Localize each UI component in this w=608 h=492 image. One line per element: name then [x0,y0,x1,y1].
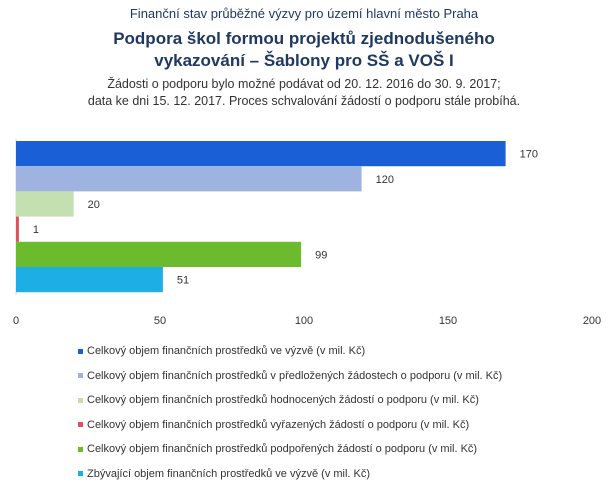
data-label-3: 20 [87,199,100,211]
bar-1 [16,141,506,166]
legend-item-1 [78,339,598,364]
legend-label-6: Zbývající objem finančních prostředků ve výzvě (v mil. Kč) [87,467,371,480]
legend-swatch-6 [78,471,83,476]
bar-6 [16,267,163,292]
chart-subtitle-line-1: Žádosti o podporu bylo možné podávat od 20. 12. 2016 do 30. 9. 2017; [107,77,501,91]
x-tick-label-100: 100 [294,315,314,327]
chart-subtitle-line-2: data ke dni 15. 12. 2017. Proces schvalování žádostí o podporu stále probíhá. [87,94,521,108]
data-label-1: 170 [519,148,538,161]
bar-2 [16,166,362,191]
bar-5 [16,242,301,267]
chart-legend [78,339,598,486]
data-label-5: 99 [315,249,328,262]
x-tick-label-150: 150 [438,315,458,327]
x-tick-label-200: 200 [582,315,602,327]
legend-item-2 [78,364,598,389]
data-label-4: 1 [32,224,40,237]
chart-title-line-2: vykazování – Šablony pro SŠ a VOŠ I [154,51,454,70]
legend-swatch-1 [78,349,83,354]
legend-item-6 [78,462,598,487]
legend-item-5 [78,437,598,462]
bar-3 [16,191,74,216]
legend-swatch-2 [78,373,83,378]
chart-title-line-1: Podpora škol formou projektů zjednodušeného [113,29,495,48]
x-tick-label-50: 50 [153,315,167,327]
legend-label-3: Celkový objem finančních prostředků hodnocených žádostí o podporu (v mil. Kč) [87,394,479,407]
legend-swatch-4 [78,422,83,427]
bar-4 [16,217,19,242]
data-label-6: 51 [176,274,190,287]
legend-label-4: Celkový objem finančních prostředků vyřazených žádostí o podporu (v mil. Kč) [87,418,470,431]
x-tick-label-0: 0 [12,315,20,327]
legend-swatch-5 [78,447,83,452]
data-label-2: 120 [375,173,394,186]
legend-label-1: Celkový objem finančních prostředků ve výzvě (v mil. Kč) [87,345,366,358]
legend-label-5: Celkový objem finančních prostředků podpořených žádostí o podporu (v mil. Kč) [87,443,478,456]
legend-label-2: Celkový objem finančních prostředků v předložených žádostech o podporu (v mil. Kč) [87,369,503,382]
chart-pretitle: Finanční stav průběžné výzvy pro území hlavní město Praha [129,6,479,21]
legend-swatch-3 [78,398,83,403]
legend-item-4 [78,413,598,438]
legend-item-3 [78,388,598,413]
